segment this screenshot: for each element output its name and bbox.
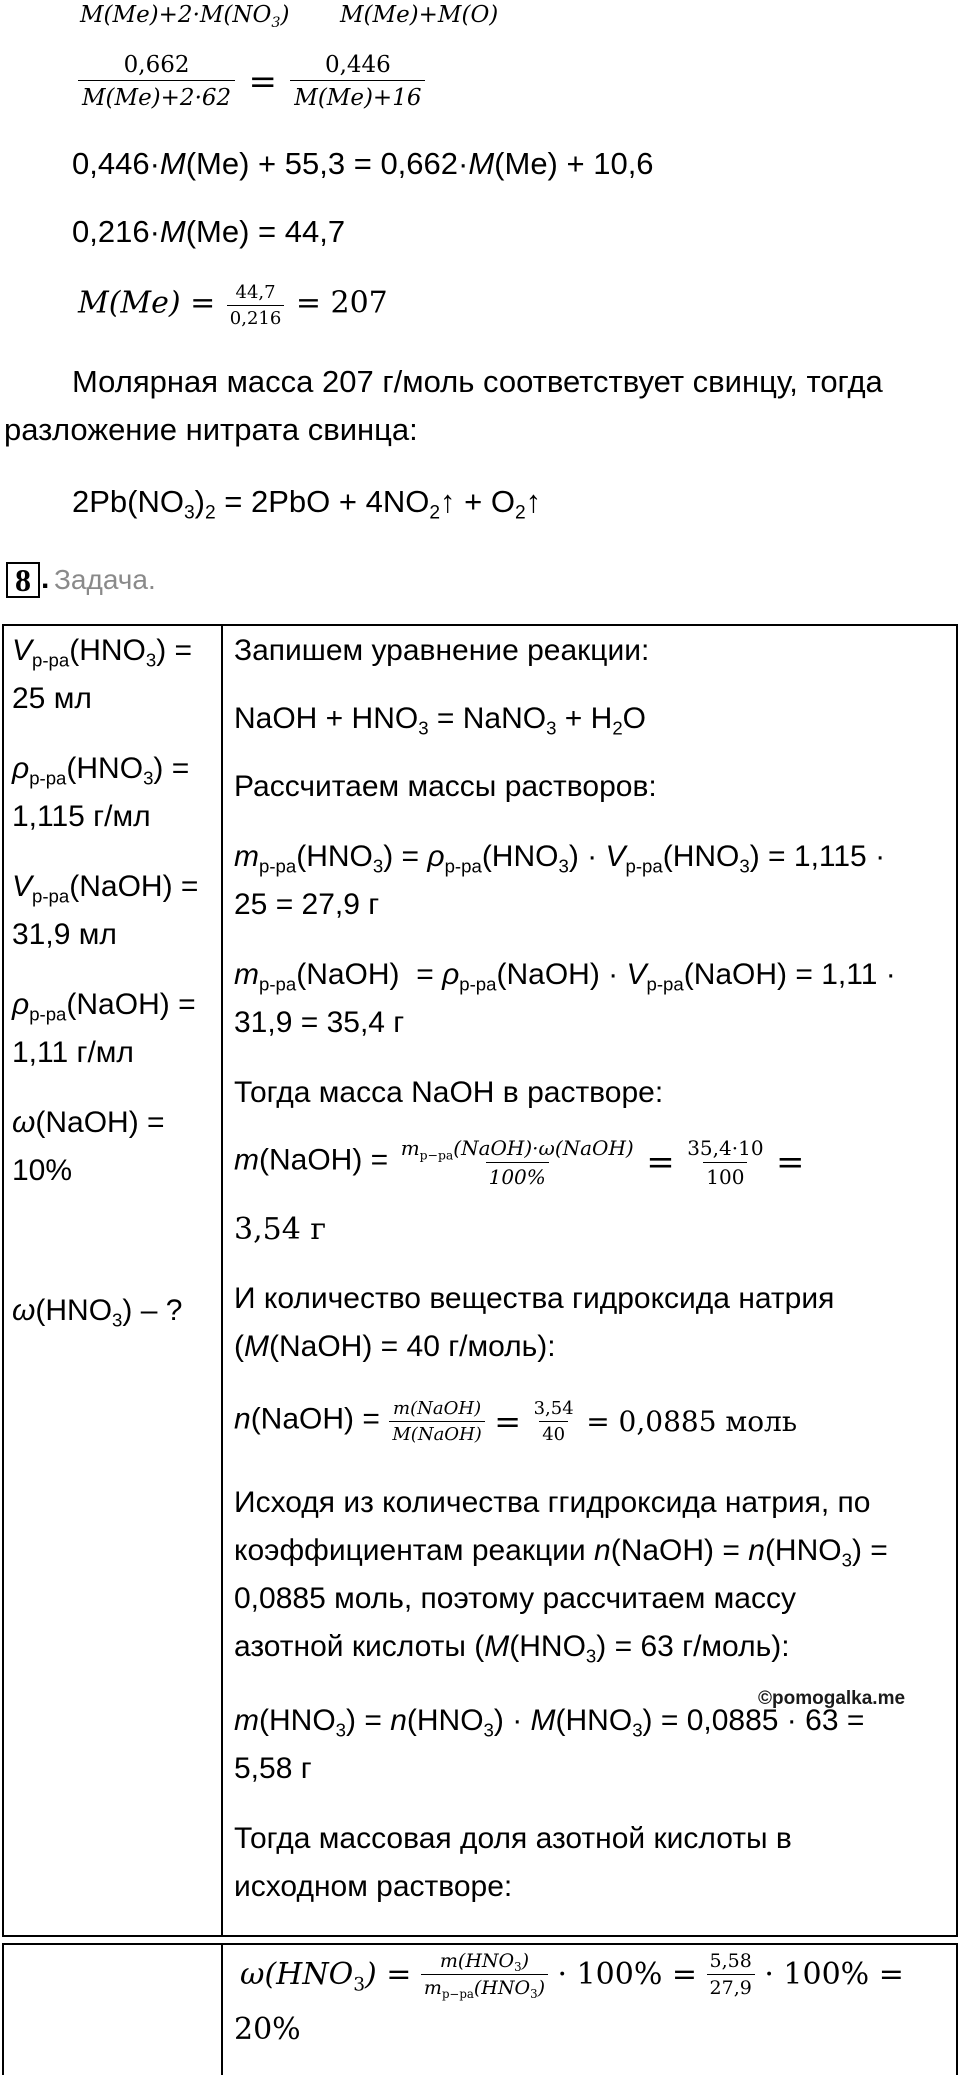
- mme-numerator: 44,7: [235, 282, 276, 303]
- given-v-hno3: $V_{р-ра}(HNO_3)$ =: [12, 634, 193, 671]
- sol-m-hno3-result: 5,58 г: [234, 1752, 312, 1785]
- s13-end: · 100% =: [764, 1957, 904, 1992]
- sol-line-8b: (M(NaOH) = 40 г/моль):: [234, 1330, 556, 1363]
- sol-reaction: NaOH + $HNO_3$ = NaNO$_3$ + $H_2O$: [234, 702, 646, 739]
- fraction-equation: [78, 52, 425, 111]
- mme-denominator: 0,216: [227, 305, 285, 329]
- task-dot: .: [41, 562, 50, 595]
- molar-mass-equation: [78, 282, 388, 329]
- sol-line-10c: 0,0885 моль, поэтому рассчитаем массу: [234, 1582, 796, 1615]
- given-find: $\omega(HNO_3)$ – ?: [12, 1294, 183, 1331]
- sol-line-6: Тогда масса NaOH в растворе:: [234, 1076, 664, 1109]
- frac1-denominator: M(Me)+2·62: [78, 80, 235, 111]
- s7-denominator-2: 100: [703, 1162, 747, 1189]
- s9-denominator: M(NaOH): [389, 1421, 484, 1445]
- equals-sign: =: [248, 61, 277, 102]
- sol-w-hno3-equation: $\omega(HNO_3)$ = $\frac{m(HNO_3)}{m_{р-ра}(HNO_3)}$ · 100% = $\frac{5,58}{27,9}$ · 100% =: [240, 1950, 904, 2002]
- sol-line-3: Рассчитаем массы растворов:: [234, 770, 657, 803]
- table-divider: [221, 624, 223, 1937]
- reaction-lead: $2Pb(NO_3)_2 = 2PbO$ + $4NO_2↑$ + $O_2↑$: [72, 484, 542, 524]
- equation-line-2: 0,216·M(Me) = 44,7: [72, 214, 346, 249]
- sol-m-hno3: $m(HNO_3) = n(HNO_3) \cdot M(HNO_3) = 0,0885 \cdot 63$ =: [234, 1704, 865, 1741]
- sol-m-naoh-result: 3,54 г: [234, 1212, 327, 1247]
- sol-line-10b: коэффициентам реакции n(NaOH) = $n(HNO_3)$ =: [234, 1534, 888, 1571]
- sol-mass-naoh-result: 31,9 = 35,4 г: [234, 1006, 405, 1039]
- formula-header-left: $M(Me)+2\cdot M(NO_3)$: [80, 2, 290, 31]
- s9-denominator-2: 40: [539, 1421, 568, 1445]
- sol-mass-hno3-result: 25 = 27,9 г: [234, 888, 380, 921]
- s13-mid: · 100% =: [557, 1957, 698, 1992]
- given-rho-naoh: $\rho_{р-ра}(NaOH)$ =: [12, 988, 196, 1025]
- s9-numerator-2: 3,54: [533, 1398, 574, 1419]
- watermark: ©pomogalka.me: [758, 1688, 906, 1709]
- task-label: Задача.: [54, 564, 156, 595]
- given-v-hno3-value: 25 мл: [12, 682, 92, 715]
- s9-numerator: m(NaOH): [393, 1398, 482, 1419]
- mme-rhs: = 207: [295, 285, 388, 321]
- s7-numerator-2: 35,4·10: [687, 1136, 764, 1160]
- sol-line-12b: исходном растворе:: [234, 1870, 513, 1903]
- sol-line-10a: Исходя из количества ггидроксида натрия, по: [234, 1486, 871, 1519]
- s13-denominator: $m_{р-ра}(HNO_3)$: [421, 1974, 548, 1999]
- frac2-denominator: M(Me)+16: [290, 80, 425, 111]
- mme-lhs: M(Me) =: [78, 285, 216, 321]
- given-rho-naoh-value: 1,11 г/мл: [12, 1036, 134, 1069]
- sol-n-naoh-equation: n(NaOH) = $\frac{\text{m(NaOH)}}{\text{M(NaOH)}}$ = $\frac{3,54}{40}$ = 0,0885 моль: [234, 1398, 798, 1445]
- task-number-box: [6, 562, 40, 598]
- sol-m-naoh-equation: m(NaOH) = $\frac{m_{р-ра}(NaOH)\cdot\omega(NaOH)}{100\%}$ = $\frac{35,4\cdot 10}{100}$ =: [234, 1136, 805, 1189]
- s7-numerator: $m_{р-ра}(NaOH)\cdot\omega(NaOH)$: [400, 1136, 634, 1163]
- formula-header-right: M(Me)+M(O): [340, 2, 499, 28]
- s7-denominator: 100%: [486, 1162, 549, 1189]
- sol-line-12a: Тогда массовая доля азотной кислоты в: [234, 1822, 792, 1855]
- table-divider-continued: [221, 1943, 223, 2075]
- sol-line-10d: азотной кислоты ($M(HNO_3) = 63$ г/моль):: [234, 1630, 790, 1667]
- paragraph-line-2: разложение нитрата свинца:: [4, 412, 418, 447]
- frac2-numerator: 0,446: [324, 52, 391, 78]
- equation-line-1: 0,446·M(Me) + 55,3 = 0,662·M(Me) + 10,6: [72, 146, 654, 181]
- s7-equals: =: [776, 1142, 805, 1183]
- given-rho-hno3-value: 1,115 г/мл: [12, 800, 151, 833]
- paragraph-line-1: Молярная масса 207 г/моль соответствует свинцу, тогда: [72, 364, 883, 399]
- sol-line-8a: И количество вещества гидроксида натрия: [234, 1282, 835, 1315]
- s13-denominator-2: 27,9: [707, 1974, 755, 1999]
- given-w-naoh: ω(NaOH) =: [12, 1106, 165, 1139]
- sol-line-1: Запишем уравнение реакции:: [234, 634, 650, 667]
- s13-numerator: $m(HNO_3)$: [439, 1950, 530, 1975]
- given-rho-hno3: $\rho_{р-ра}(HNO_3)$ =: [12, 752, 190, 789]
- s13-numerator-2: 5,58: [709, 1950, 752, 1972]
- task-number: 8: [15, 561, 31, 598]
- frac1-numerator: 0,662: [123, 52, 190, 78]
- given-w-naoh-value: 10%: [12, 1154, 73, 1187]
- sol-mass-naoh: $m_{р-ра}(NaOH)$ = $\rho_{р-ра}(NaOH)$ · $V_{р-ра}(NaOH) = 1,11$ ·: [234, 958, 896, 995]
- given-v-naoh: $V_{р-ра}(NaOH)$ =: [12, 870, 199, 907]
- sol-w-hno3-result: 20%: [234, 2012, 301, 2047]
- given-v-naoh-value: 31,9 мл: [12, 918, 117, 951]
- s9-result: = 0,0885 моль: [586, 1405, 798, 1438]
- sol-mass-hno3: $m_{р-ра}(HNO_3) = \rho_{р-ра}(HNO_3) \cdot V_{р-ра}(HNO_3) = 1,115$ ·: [234, 840, 886, 877]
